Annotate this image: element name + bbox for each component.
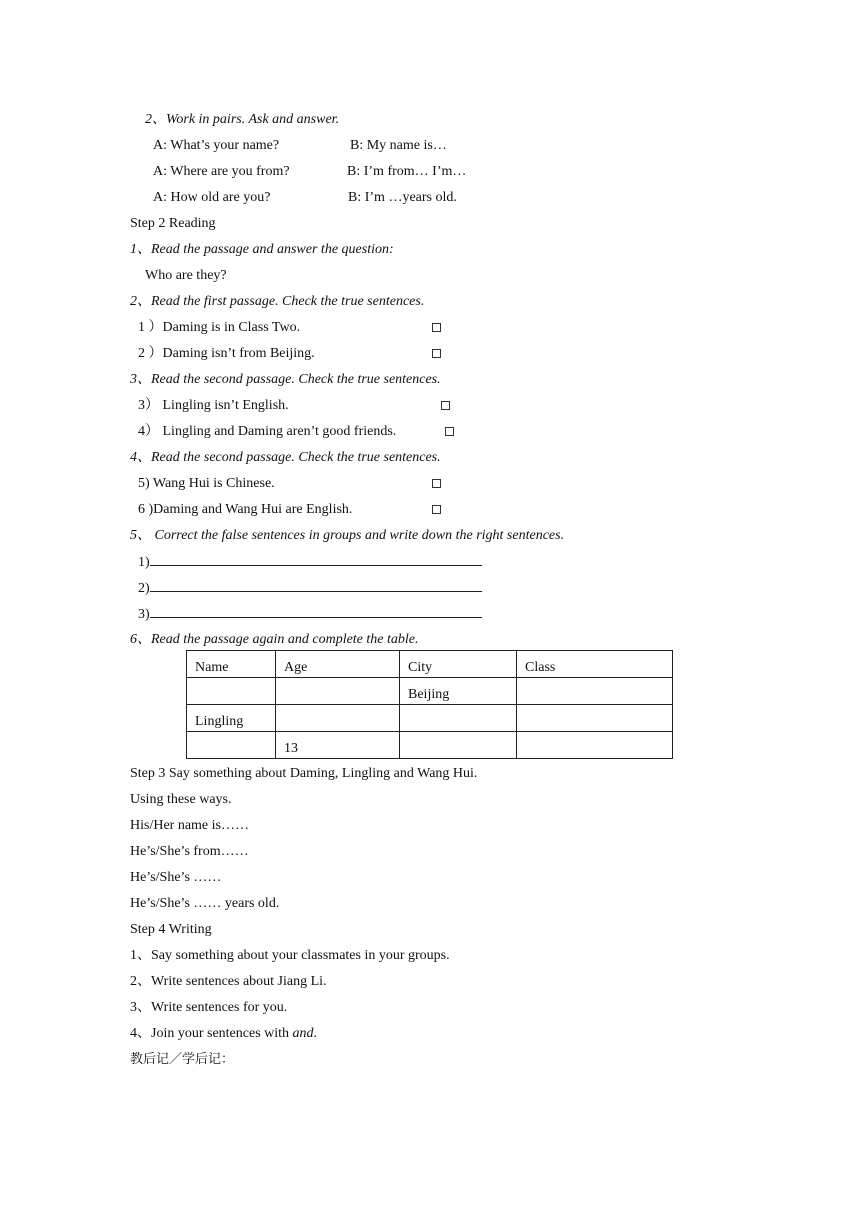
reading-question-1-sub: Who are they?: [145, 268, 227, 283]
dialogue-a-3: A: How old are you?: [153, 190, 271, 205]
sentence-2: 2 ）Daming isn’t from Beijing.: [138, 346, 315, 361]
checkbox-6[interactable]: [432, 501, 441, 519]
step3-line-3: He’s/She’s ……: [130, 870, 222, 885]
step2-title: Step 2 Reading: [130, 216, 216, 231]
checkbox-5[interactable]: [432, 475, 441, 493]
header-name: Name: [187, 651, 276, 678]
table-cell[interactable]: [517, 732, 673, 759]
step3-title: Step 3 Say something about Daming, Lingling and Wang Hui.: [130, 766, 478, 781]
header-age: Age: [276, 651, 400, 678]
table-cell[interactable]: [517, 705, 673, 732]
table-row: [187, 732, 673, 759]
sentence-1: 1 ）Daming is in Class Two.: [138, 320, 301, 335]
dialogue-b-2: B: I’m from… I’m…: [347, 164, 467, 179]
table-cell[interactable]: [517, 678, 673, 705]
step4-item-1: 1、Say something about your classmates in your groups.: [130, 948, 450, 963]
checkbox-1[interactable]: [432, 319, 441, 337]
answer-line-3[interactable]: 3): [138, 605, 482, 624]
checkbox-4[interactable]: [445, 423, 454, 441]
step3-line-1: His/Her name is……: [130, 818, 249, 833]
sentence-6: 6 )Daming and Wang Hui are English.: [138, 502, 353, 517]
table-row: [187, 678, 673, 705]
step4-item-4: 4、Join your sentences with and.: [130, 1026, 318, 1041]
dialogue-a-1: A: What’s your name?: [153, 138, 280, 153]
table-cell[interactable]: [276, 705, 400, 732]
step4-item-3: 3、Write sentences for you.: [130, 1000, 288, 1015]
step3-line-2: He’s/She’s from……: [130, 844, 249, 859]
reading-question-2: 2、Read the first passage. Check the true sentences.: [130, 294, 425, 309]
table-cell[interactable]: [276, 678, 400, 705]
checkbox-3[interactable]: [441, 397, 450, 415]
table-cell: Beijing: [400, 678, 517, 705]
table-header-row: [187, 651, 673, 678]
pair-work-heading: 2、Work in pairs. Ask and answer.: [145, 112, 340, 127]
teaching-notes-label: 教后记／学后记：: [130, 1052, 235, 1067]
reading-question-3: 3、Read the second passage. Check the true sentences.: [130, 372, 441, 387]
step3-line-4: He’s/She’s …… years old.: [130, 896, 280, 911]
sentence-4: 4） Lingling and Daming aren’t good friends.: [138, 424, 397, 439]
dialogue-b-1: B: My name is…: [350, 138, 447, 153]
header-class: Class: [517, 651, 673, 678]
step4-item-2: 2、Write sentences about Jiang Li.: [130, 974, 327, 989]
dialogue-b-3: B: I’m …years old.: [348, 190, 457, 205]
answer-line-2[interactable]: 2): [138, 579, 482, 598]
dialogue-a-2: A: Where are you from?: [153, 164, 290, 179]
table-cell[interactable]: [187, 678, 276, 705]
header-city: City: [400, 651, 517, 678]
table-cell[interactable]: [187, 732, 276, 759]
checkbox-2[interactable]: [432, 345, 441, 363]
step4-title: Step 4 Writing: [130, 922, 212, 937]
table-row: [187, 705, 673, 732]
table-cell: 13: [276, 732, 400, 759]
reading-question-1: 1、Read the passage and answer the question:: [130, 242, 394, 257]
table-cell[interactable]: [400, 705, 517, 732]
reading-question-5: 5、 Correct the false sentences in groups and write down the right sentences.: [130, 528, 565, 543]
sentence-3: 3） Lingling isn’t English.: [138, 398, 289, 413]
table-cell: Lingling: [187, 705, 276, 732]
answer-line-1[interactable]: 1): [138, 553, 482, 572]
reading-question-6: 6、Read the passage again and complete the table.: [130, 632, 419, 647]
info-table: [186, 650, 673, 759]
step3-using: Using these ways.: [130, 792, 232, 807]
sentence-5: 5) Wang Hui is Chinese.: [138, 476, 275, 491]
table-cell[interactable]: [400, 732, 517, 759]
reading-question-4: 4、Read the second passage. Check the true sentences.: [130, 450, 441, 465]
